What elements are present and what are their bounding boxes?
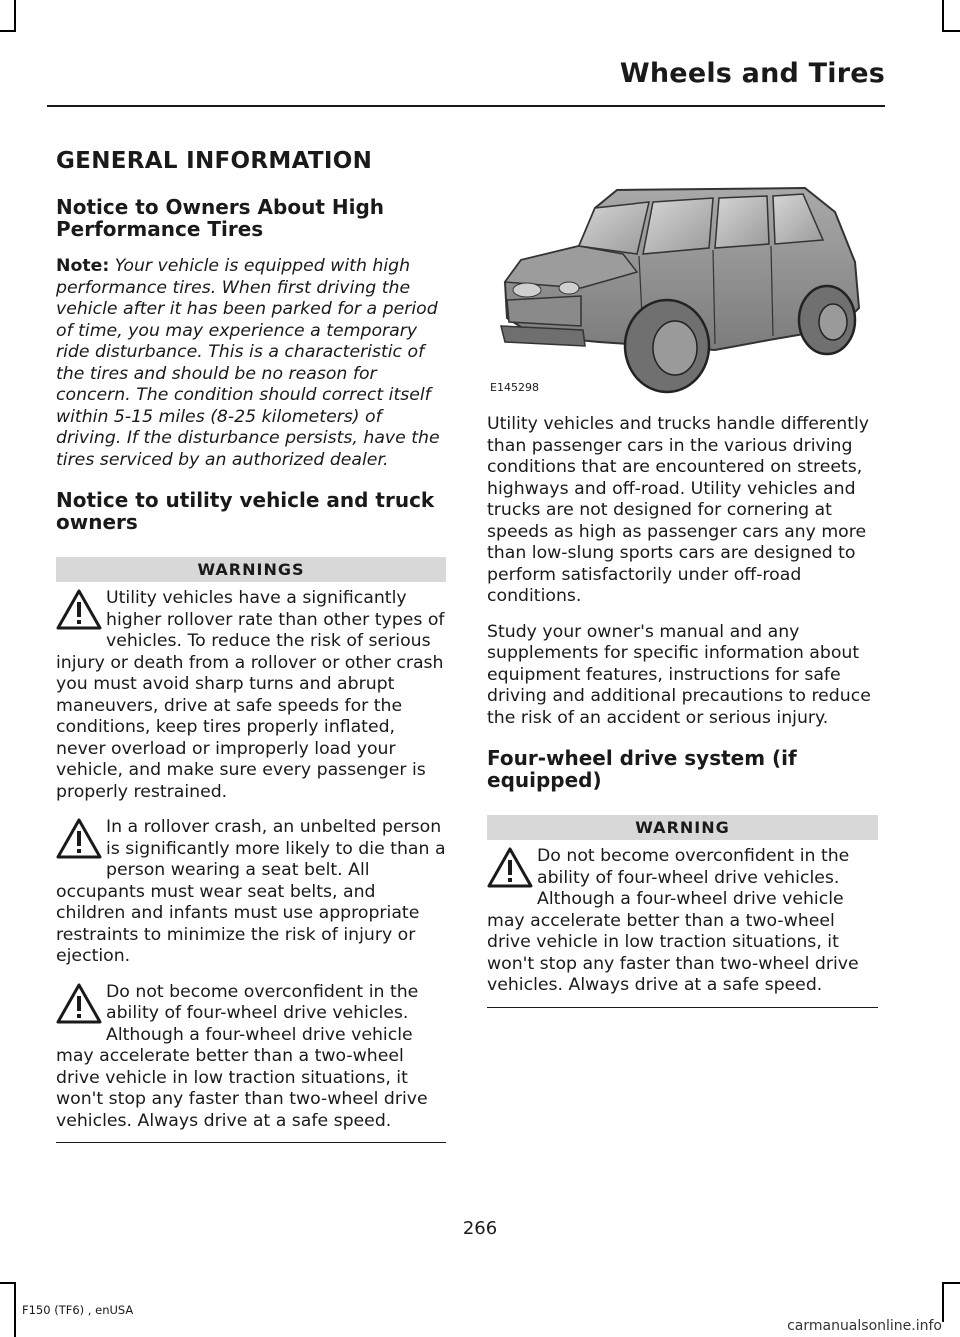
suv-illustration xyxy=(487,150,878,400)
note-label: Note: xyxy=(56,256,110,276)
page-number: 266 xyxy=(462,1218,498,1239)
crop-mark xyxy=(0,30,16,32)
crop-mark xyxy=(942,30,960,32)
warning-text: Utility vehicles have a significantly higher rollover rate than other types of vehicles. To reduce the risk of serious injury or death from a rollover or other crash you must avoid sharp turns and abrupt maneuvers, drive at safe speeds for the conditions, keep tires properly inflated, never overload or improperly load your vehicle, and make sure every passenger is properly restrained. xyxy=(56,588,445,802)
crop-mark xyxy=(942,0,944,30)
warnings-heading: WARNINGS xyxy=(56,557,446,582)
subsection-title: Four-wheel drive system (if equipped) xyxy=(487,746,797,792)
warning-heading: WARNING xyxy=(487,815,878,840)
crop-mark xyxy=(942,1282,960,1284)
note-text: Your vehicle is equipped with high performance tires. When first driving the vehicle after it has been parked for a period of time, you may experience a temporary ride disturbance. This is a characteristic of the tires and should be no reason for concern. The condition should correct itself within 5-15 miles (8-25 kilometers) of driving. If the disturbance persists, have the tires serviced by an authorized dealer. xyxy=(56,256,440,470)
right-column xyxy=(487,150,878,1008)
crop-mark xyxy=(0,1282,16,1284)
warning-item xyxy=(487,846,878,997)
paragraph: Utility vehicles and trucks handle differently than passenger cars in the various driving conditions that are encountered on streets, highways and off-road. Utility vehicles and trucks are not designed for cornering at speeds as high as passenger cars any more than low-slung sports cars are designed to perform satisfactorily under off-road conditions. xyxy=(487,414,870,606)
crop-mark xyxy=(14,0,16,30)
footer-model: F150 (TF6) , enUSA xyxy=(22,1303,134,1317)
warning-item xyxy=(56,588,446,803)
warning-triangle-icon xyxy=(56,982,106,1042)
note-paragraph xyxy=(56,256,446,471)
header-rule xyxy=(47,105,885,107)
subsection-title: Notice to Owners About High Performance Tires xyxy=(56,195,384,241)
watermark: carmanualsonline.info xyxy=(787,1318,942,1334)
suv-icon xyxy=(487,150,878,400)
warning-triangle-icon xyxy=(56,588,106,648)
warning-text: In a rollover crash, an unbelted person is significantly more likely to die than a person wearing a seat belt. All occupants must wear seat belts, and children and infants must use appropriate restraints to minimize the risk of injury or ejection. xyxy=(56,817,446,966)
warning-end-rule xyxy=(487,1007,878,1008)
left-column xyxy=(56,148,446,1143)
subsection-title: Notice to utility vehicle and truck owners xyxy=(56,488,435,534)
warning-triangle-icon xyxy=(56,817,106,877)
warning-text: Do not become overconfident in the ability of four-wheel drive vehicles. Although a four-wheel drive vehicle may accelerate better than a two-wheel drive vehicle in low traction situations, it won't stop any faster than two-wheel drive vehicles. Always drive at a safe speed. xyxy=(487,846,859,995)
crop-mark xyxy=(14,1282,16,1337)
page-header-title: Wheels and Tires xyxy=(619,58,885,89)
image-code: E145298 xyxy=(490,381,539,394)
warnings-end-rule xyxy=(56,1142,446,1143)
warning-item xyxy=(56,817,446,968)
warning-triangle-icon xyxy=(487,846,537,906)
warning-text: Do not become overconfident in the ability of four-wheel drive vehicles. Although a four-wheel drive vehicle may accelerate better than a two-wheel drive vehicle in low traction situations, it won't stop any faster than two-wheel drive vehicles. Always drive at a safe speed. xyxy=(56,981,428,1131)
paragraph: Study your owner's manual and any supplements for specific information about equipment features, instructions for safe driving and additional precautions to reduce the risk of an accident or serious injury. xyxy=(487,621,871,728)
warning-item xyxy=(56,982,446,1133)
section-title: GENERAL INFORMATION xyxy=(56,148,373,174)
crop-mark xyxy=(942,1282,944,1322)
